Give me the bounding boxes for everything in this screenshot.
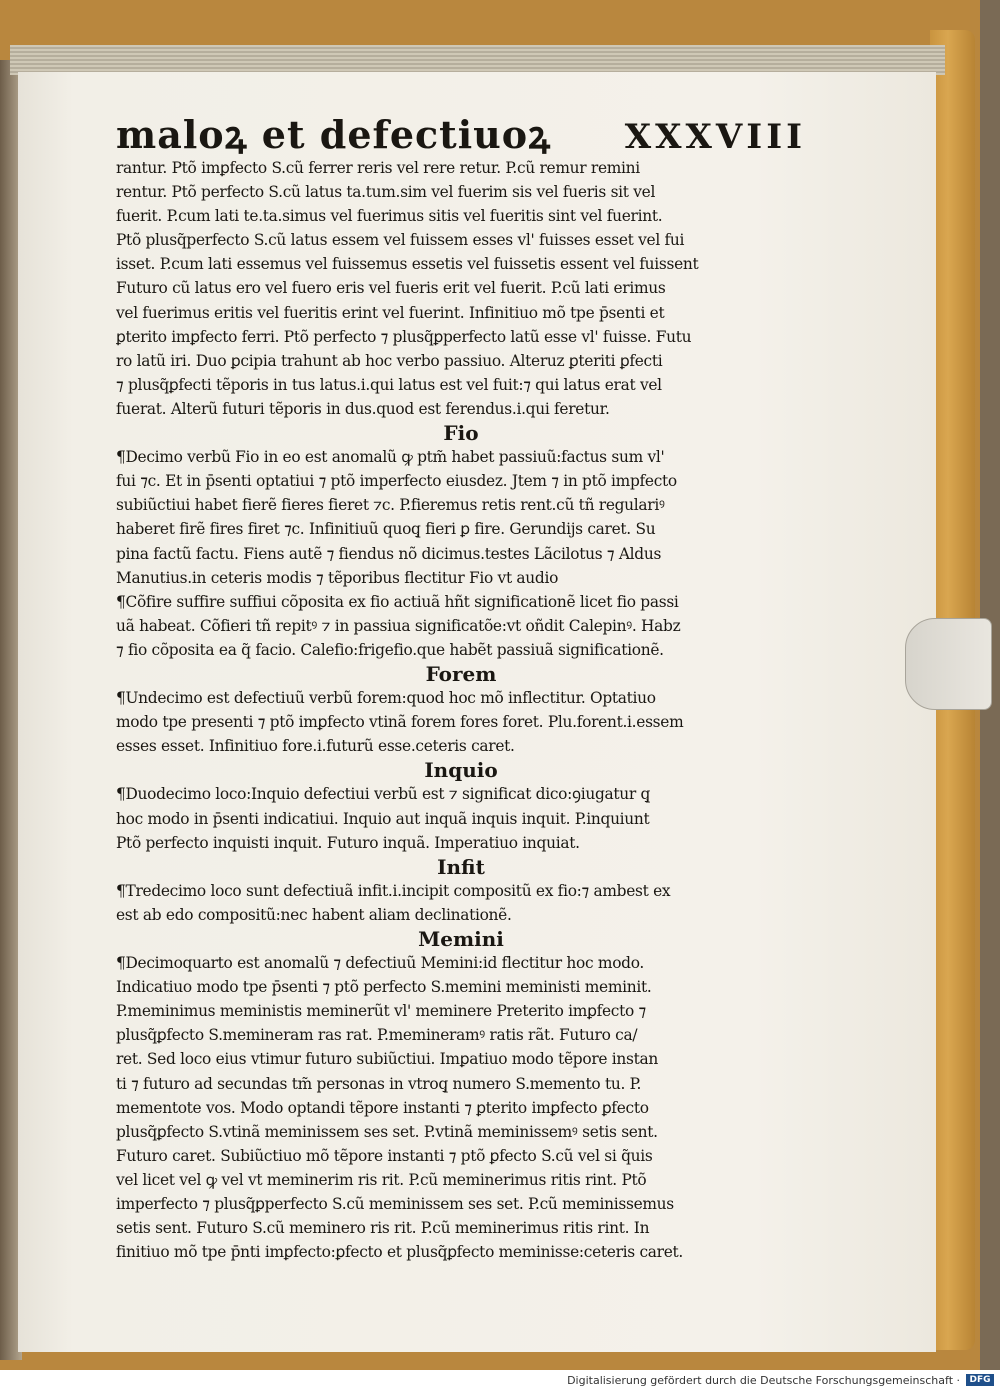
- text-line: plusq̃ꝑfecto S.vtinã meminissem ses set. P.vtinã meminissemꝰ setis sent.: [116, 1122, 658, 1141]
- text-line: ⁊ plusq̃ꝑfecti tẽporis in tus latus.i.qui latus est vel fuit:⁊ qui latus erat vel: [116, 375, 662, 394]
- text-line: ro latũ iri. Duo ꝑcipia trahunt ab hoc verbo passiuo. Alteruz ꝑteriti ꝑfecti: [116, 351, 663, 370]
- text-line: hoc modo in p̄senti indicatiui. Inquio aut inquã inquis inquit. P.inquiunt: [116, 809, 650, 828]
- text-line: finitiuo mõ tpe p̄nti imꝑfecto:ꝑfecto et plusq̃ꝑfecto meminisse:ceteris caret.: [116, 1243, 683, 1262]
- text-line: setis sent. Futuro S.cũ meminero ris rit. P.cũ meminerimus ritis rint. In: [116, 1219, 650, 1238]
- page-clip: [905, 618, 992, 710]
- text-line: fuerat. Alterũ futuri tẽporis in dus.quod est ferendus.i.qui feretur.: [116, 399, 610, 418]
- text-line: ti ⁊ futuro ad secundas tm̃ personas in vtroq̧ numero S.memento tu. P.: [116, 1074, 642, 1093]
- text-line: Manutius.in ceteris modis ⁊ tẽporibus flectitur Fio vt audio: [116, 568, 559, 587]
- text-line: uã habeat. Cõfieri tñ repitꝰ ⁊ in passiua significatõe:vt oñdit Calepinꝰ. Habz: [116, 616, 681, 635]
- text-line: plusq̃ꝑfecto S.memineram ras rat. P.memineramꝰ ratis rãt. Futuro ca/: [116, 1026, 638, 1045]
- section-heading: Forem: [425, 661, 497, 686]
- text-line: Ptõ plusq̃perfecto S.cũ latus essem vel fuissem esses vl' fuisses esset vel fui: [116, 231, 685, 250]
- page-text: [116, 108, 806, 1264]
- section-heading: Inquio: [424, 758, 498, 783]
- text-line: ¶Undecimo est defectiuũ verbũ forem:quod hoc mõ inflectitur. Optatiuo: [116, 689, 656, 708]
- text-line: vel licet vel ꝙ vel vt meminerim ris rit. P.cũ meminerimus ritis rint. Ptõ: [116, 1170, 647, 1189]
- text-line: mementote vos. Modo optandi tẽpore instanti ⁊ ꝑterito imꝑfecto ꝑfecto: [116, 1098, 649, 1117]
- text-line: pina factũ factu. Fiens autẽ ⁊ fiendus nõ dicimus.testes Lãcilotus ⁊ Aldus: [116, 544, 662, 563]
- folio-number: XXXVIII: [624, 117, 806, 157]
- text-line: ¶Decimoquarto est anomalũ ⁊ defectiuũ Memini:id flectitur hoc modo.: [116, 954, 645, 973]
- text-line: Ptõ perfecto inquisti inquit. Futuro inquã. Imperatiuo inquiat.: [116, 833, 580, 852]
- text-line: isset. P.cum lati essemus vel fuissemus essetis vel fuissetis essent vel fuissent: [116, 255, 699, 274]
- text-line: esses esset. Infinitiuo fore.i.futurũ esse.ceteris caret.: [116, 737, 515, 756]
- footer-credit: Digitalisierung gefördert durch die Deutsche Forschungsgemeinschaft ·: [567, 1374, 960, 1387]
- section-heading: Memini: [418, 927, 504, 951]
- text-line: ¶Duodecimo loco:Inquio defectiui verbũ est ⁊ significat dico:ꝯiugatur q̧: [116, 785, 651, 804]
- text-line: Indicatiuo modo tpe p̄senti ⁊ ptõ perfecto S.memini meministi meminit.: [116, 978, 652, 997]
- running-header: [116, 108, 806, 156]
- text-line: modo tpe presenti ⁊ ptõ imꝑfecto vtinã forem fores foret. Plu.forent.i.essem: [116, 713, 684, 732]
- text-line: Futuro caret. Subiũctiuo mõ tẽpore instanti ⁊ ptõ ꝑfecto S.cũ vel si q̃uis: [116, 1146, 653, 1165]
- text-line: rantur. Ptõ imꝑfecto S.cũ ferrer reris vel rere retur. P.cũ remur remini: [116, 159, 640, 177]
- text-line: haberet firẽ fires firet ⁊c. Infinitiuũ quoq̧ fieri ꝑ fire. Gerundijs caret. Su: [116, 520, 656, 539]
- text-line: ⁊ fio cõposita ea q̃ facio. Calefio:frigefio.que habẽt passiuã significationẽ.: [116, 640, 664, 659]
- text-line: ¶Decimo verbũ Fio in eo est anomalũ ꝙ ptm̃ habet passiuũ:factus sum vl': [116, 448, 665, 467]
- text-line: fui ⁊c. Et in p̄senti optatiui ⁊ ptõ imperfecto eiusdez. Jtem ⁊ in ptõ impfecto: [116, 472, 677, 491]
- text-line: ret. Sed loco eius vtimur futuro subiũctiui. Imꝑatiuo modo tẽpore instan: [116, 1050, 658, 1069]
- text-line: Futuro cũ latus ero vel fuero eris vel fueris erit vel fuerit. P.cũ lati erimus: [116, 279, 666, 298]
- text-line: P.meminimus meministis meminerũt vl' meminere Preterito imꝑfecto ⁊: [116, 1002, 646, 1021]
- text-line: subiũctiui habet fierẽ fieres fieret ⁊c. P.fieremus retis rent.cũ tñ regulariꝰ: [116, 496, 665, 515]
- text-line: rentur. Ptõ perfecto S.cũ latus ta.tum.sim vel fuerim sis vel fueris sit vel: [116, 183, 656, 202]
- text-line: ꝑterito imꝑfecto ferri. Ptõ perfecto ⁊ plusq̃ꝑperfecto latũ esse vl' fuisse. Futu: [116, 327, 692, 346]
- footer-bar: [0, 1370, 1000, 1391]
- text-line: fuerit. P.cum lati te.ta.simus vel fuerimus sitis vel fueritis sint vel fuerint.: [116, 207, 663, 226]
- page-stack-edges: [10, 45, 945, 75]
- text-line: ¶Cõfire suffire suffiui cõposita ex fio actiuã hñt significationẽ licet fio passi: [116, 592, 679, 611]
- text-lines: [116, 156, 806, 1264]
- text-line: est ab edo compositũ:nec habent aliam declinationẽ.: [116, 905, 512, 924]
- dfg-logo: DFG: [966, 1374, 994, 1386]
- text-line: vel fuerimus eritis vel fueritis erint vel fuerint. Infinitiuo mõ tpe p̄senti et: [116, 303, 665, 322]
- text-line: ¶Tredecimo loco sunt defectiuã infit.i.incipit compositũ ex fio:⁊ ambest ex: [116, 881, 671, 900]
- header-title: maloꝝ et defectiuoꝝ: [116, 112, 552, 157]
- section-heading: Fio: [443, 421, 479, 446]
- section-heading: Infit: [437, 854, 485, 879]
- text-line: imperfecto ⁊ plusq̃ꝑperfecto S.cũ meminissem ses set. P.cũ meminissemus: [116, 1195, 674, 1214]
